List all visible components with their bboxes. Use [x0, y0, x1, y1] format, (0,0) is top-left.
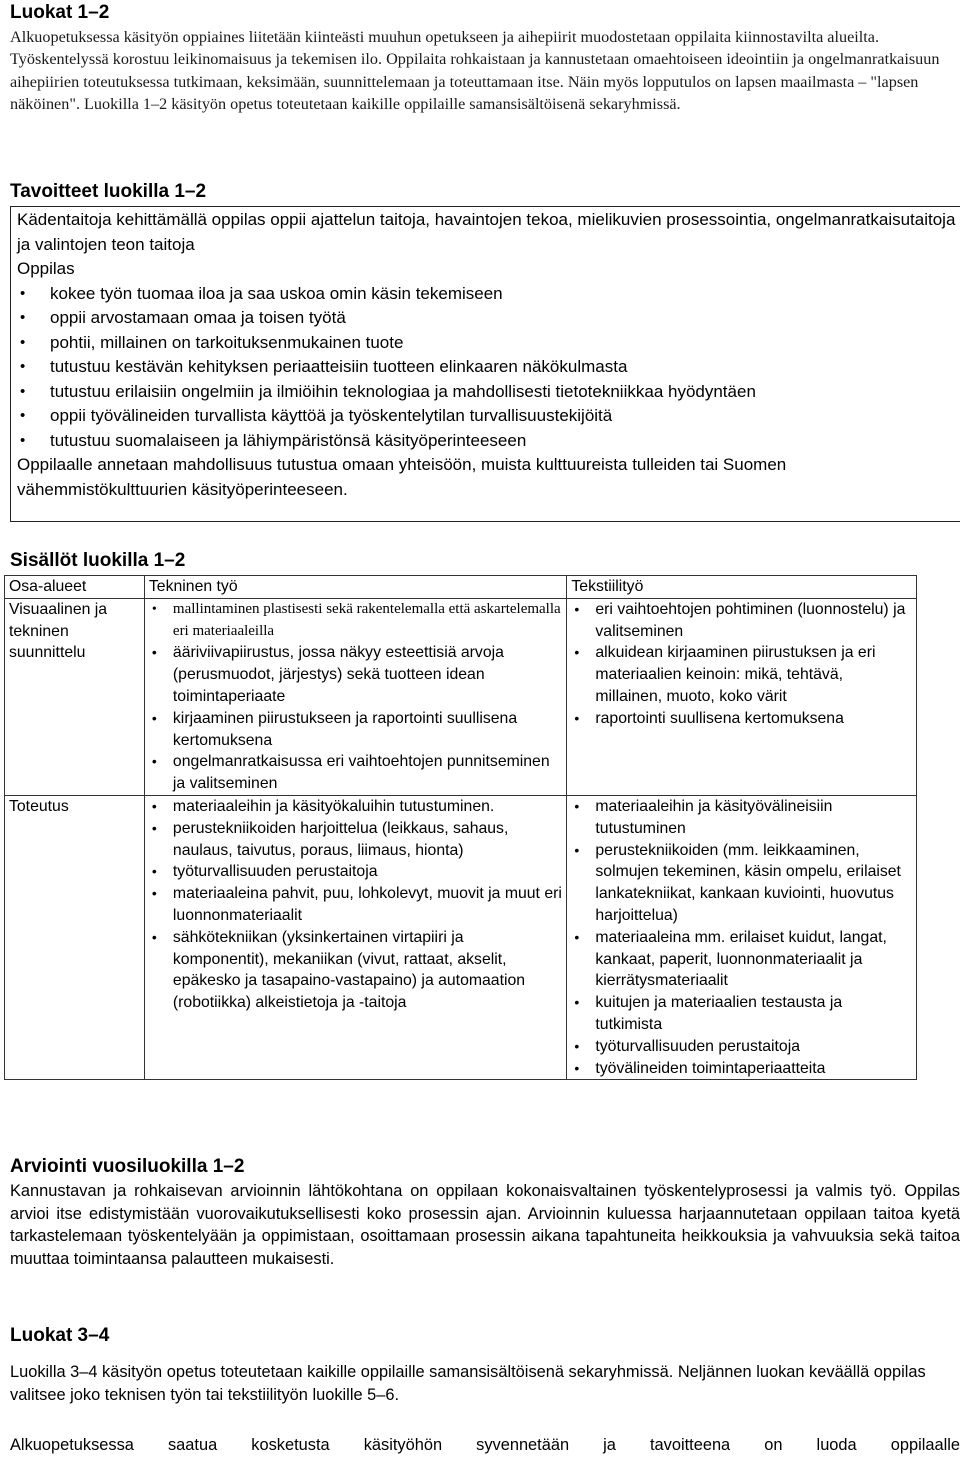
list-item: • materiaaleihin ja käsityövälineisiin tutustuminen [571, 796, 912, 840]
list-item: • oppii arvostamaan omaa ja toisen työtä [17, 306, 960, 331]
intro-paragraph: Alkuopetuksessa käsityön oppiaines liitetään kiinteästi muuhun opetukseen ja aihepiirit muodostetaan oppilaita kiinnostavilta alueilta. Työskentelyssä korostuu leikinomaisuus ja tekemisen ilo. Oppilaita rohkaistaan ja kannustetaan omaehtoiseen ideointiin ja ongelmanratkaisuun aihepiirien toteutuksessa tutkimaan, keksimään, suunnittelemaan ja toteuttamaan itse. Näin myös lopputulos on lapsen maailmasta – "lapsen näköinen". Luokilla 1–2 käsityön opetus toteutetaan kaikille oppilaille samansisältöisenä sekaryhmissä. [10, 28, 940, 113]
list-item: • työturvallisuuden perustaitoja [571, 1036, 912, 1058]
list-item: • työturvallisuuden perustaitoja [149, 861, 562, 883]
list-item: • tutustuu suomalaiseen ja lähiympäristönsä käsityöperinteeseen [17, 429, 960, 454]
list-item: • perustekniikoiden harjoittelua (leikkaus, sahaus, naulaus, taivutus, poraus, liimaus, hionta) [149, 818, 562, 862]
table-row [5, 795, 917, 1079]
assessment-title: Arviointi vuosiluokilla 1–2 [10, 1156, 245, 1177]
goals-box [10, 206, 960, 522]
goals-closing: Oppilaalle annetaan mahdollisuus tutustua omaan yhteisöön, muista kulttuureista tulleiden tai Suomen vähemmistökulttuurien käsityöperinteeseen. [17, 455, 787, 499]
list-item: • materiaaleina pahvit, puu, lohkolevyt, muovit ja muut eri luonnonmateriaalit [149, 883, 562, 927]
section-title-1-2: Luokat 1–2 [10, 2, 110, 23]
list-item: • pohtii, millainen on tarkoituksenmukainen tuote [17, 331, 960, 356]
goals-list [17, 282, 960, 454]
goals-title: Tavoitteet luokilla 1–2 [10, 181, 207, 202]
assessment-paragraph: Kannustavan ja rohkaisevan arvioinnin lähtökohtana on oppilaan kokonaisvaltainen työskentelyprosessi ja valmis työ. Oppilas arvioi itse edistymistään vuorovaikutuksellisesti koko prosessin ajan. Arvioinnin kuluessa harjaannutetaan oppilaan taitoa kyetä tarkastelemaan työskentelyään ja oppimistaan, osoittamaan prosessin aikana tapahtuneita heikkouksia ja vahvuuksia sekä taitoa muuttaa toimintaansa palautteen mukaisesti. [10, 1182, 960, 1268]
list-item: • työvälineiden toimintaperiaatteita [571, 1058, 912, 1080]
section-title-3-4: Luokat 3–4 [10, 1325, 110, 1346]
list-item: • raportointi suullisena kertomuksena [571, 708, 912, 730]
table-header-row [5, 576, 917, 599]
column-header: Osa-alueet [5, 576, 145, 599]
area-cell: Toteutus [5, 795, 145, 1079]
contents-table [4, 575, 917, 1080]
list-item: • tutustuu kestävän kehityksen periaatteisiin tuotteen elinkaaren näkökulmasta [17, 355, 960, 380]
list-item: • kokee työn tuomaa iloa ja saa uskoa omin käsin tekemiseen [17, 282, 960, 307]
list-item: • tutustuu erilaisiin ongelmiin ja ilmiöihin teknologiaa ja mahdollisesti tietotekniikkaa hyödyntäen [17, 380, 960, 405]
list-item: • kirjaaminen piirustukseen ja raportointi suullisena kertomuksena [149, 708, 562, 752]
list-item: • materiaaleina mm. erilaiset kuidut, langat, kankaat, paperit, luonnonmateriaalit ja kierrätysmateriaalit [571, 927, 912, 992]
contents-title: Sisällöt luokilla 1–2 [10, 550, 186, 571]
list-item: • oppii työvälineiden turvallista käyttöä ja työskentelytilan turvallisuustekijöitä [17, 404, 960, 429]
list-item: • sähkötekniikan (yksinkertainen virtapiiri ja komponentit), mekaniikan (vivut, rattaat, akselit, epäkesko ja tasapaino-vastapaino) ja automaation (robotiikka) alkeistietoja ja -taitoja [149, 927, 562, 1014]
list-item: • materiaaleihin ja käsityökaluihin tutustuminen. [149, 796, 562, 818]
technical-cell [144, 795, 566, 1079]
goals-subject: Oppilas [17, 259, 75, 278]
list-item: • kuitujen ja materiaalien testausta ja tutkimista [571, 992, 912, 1036]
textile-cell [567, 795, 917, 1079]
technical-cell [144, 598, 566, 795]
list-item: • mallintaminen plastisesti sekä rakentelemalla että askartelemalla eri materiaaleilla [149, 599, 562, 643]
list-item: • ääriviivapiirustus, jossa näkyy esteettisiä arvoja (perusmuodot, järjestys) sekä tuotteen idean toimintaperiaate [149, 642, 562, 707]
goals-lead: Kädentaitoja kehittämällä oppilas oppii ajattelun taitoja, havaintojen tekoa, mielikuvien prosessointia, ongelmanratkaisutaitoja ja valintojen teon taitoja [17, 210, 956, 254]
list-item: • eri vaihtoehtojen pohtiminen (luonnostelu) ja valitseminen [571, 599, 912, 643]
textile-cell [567, 598, 917, 795]
section34-paragraph-2: Alkuopetuksessa saatua kosketusta käsityöhön syvennetään ja tavoitteena on luoda oppilaalle [10, 1436, 960, 1454]
list-item: • perustekniikoiden (mm. leikkaaminen, solmujen tekeminen, käsin ompelu, erilaiset lankatekniikat, kankaan kuviointi, huovutus harjoittelua) [571, 840, 912, 927]
column-header: Tekninen työ [144, 576, 566, 599]
column-header: Tekstiilityö [567, 576, 917, 599]
list-item: • alkuidean kirjaaminen piirustuksen ja eri materiaalien keinoin: mikä, tehtävä, millainen, muoto, koko värit [571, 642, 912, 707]
list-item: • ongelmanratkaisussa eri vaihtoehtojen punnitseminen ja valitseminen [149, 751, 562, 795]
table-row [5, 598, 917, 795]
area-cell: Visuaalinen ja tekninen suunnittelu [5, 598, 145, 795]
section34-paragraph-1: Luokilla 3–4 käsityön opetus toteutetaan kaikille oppilaille samansisältöisenä sekaryhmissä. Neljännen luokan keväällä oppilas valitsee joko teknisen työn tai tekstiilityön luokille 5–6. [10, 1363, 926, 1404]
